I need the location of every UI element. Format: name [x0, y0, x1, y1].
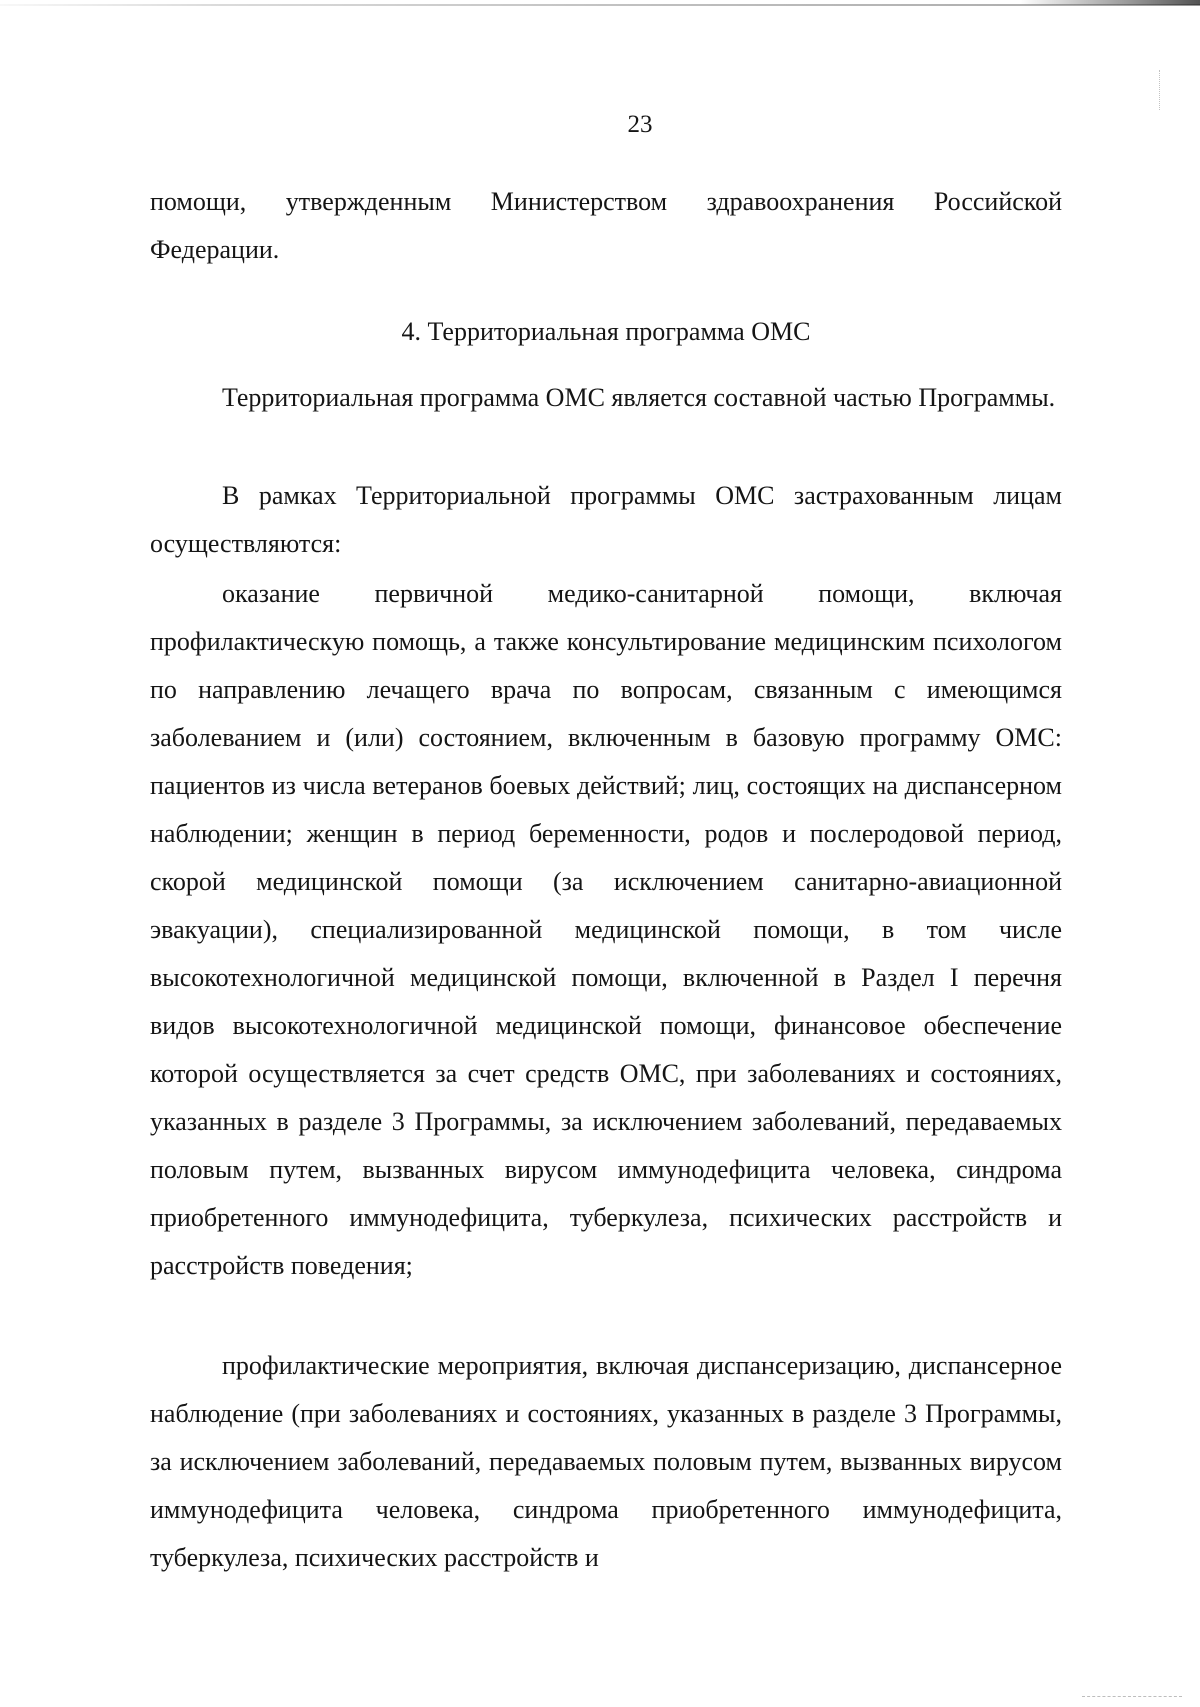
scan-edge-corner [1020, 0, 1200, 5]
scan-bottom-mark [1082, 1692, 1182, 1697]
paragraph-preventive-measures: профилактические мероприятия, включая диспансеризацию, диспансерное наблюдение (при заболеваниях и состояниях, указанных в разделе 3 Программы, за исключением заболеваний, передаваемых половым путем, вызванных вирусом иммунодефицита человека, синдрома приобретенного иммунодефицита, туберкулеза, психических расстройств и [150, 1351, 1062, 1572]
paragraph-program-part: Территориальная программа ОМС является составной частью Программы. [222, 383, 1056, 412]
paragraph-primary-care: оказание первичной медико-санитарной помощи, включая профилактическую помощь, а также консультирование медицинским психологом по направлению лечащего врача по вопросам, связанным с имеющимся заболеванием и (или) состоянием, включенным в базовую программу ОМС: пациентов из числа ветеранов боевых действий; лиц, состоящих на диспансерном наблюдении; женщин в период беременности, родов и послеродовой период, скорой медицинской помощи (за исключением санитарно-авиационной эвакуации), специализированной медицинской помощи, в том числе высокотехнологичной медицинской помощи, включенной в Раздел I перечня видов высокотехнологичной медицинской помощи, финансовое обеспечение которой осуществляется за счет средств ОМС, при заболеваниях и состояниях, указанных в разделе 3 Программы, за исключением заболеваний, передаваемых половым путем, вызванных вирусом иммунодефицита человека, синдрома приобретенного иммунодефицита, туберкулеза, психических расстройств и расстройств поведения; [150, 579, 1062, 1280]
page-number: 23 [627, 111, 653, 138]
section-heading: 4. Территориальная программа ОМС [401, 317, 811, 346]
scan-specks [1159, 70, 1170, 110]
paragraph-continuation: помощи, утвержденным Министерством здравоохранения Российской Федерации. [150, 187, 1062, 264]
paragraph-within-program: В рамках Территориальной программы ОМС застрахованным лицам осуществляются: [150, 481, 1062, 558]
